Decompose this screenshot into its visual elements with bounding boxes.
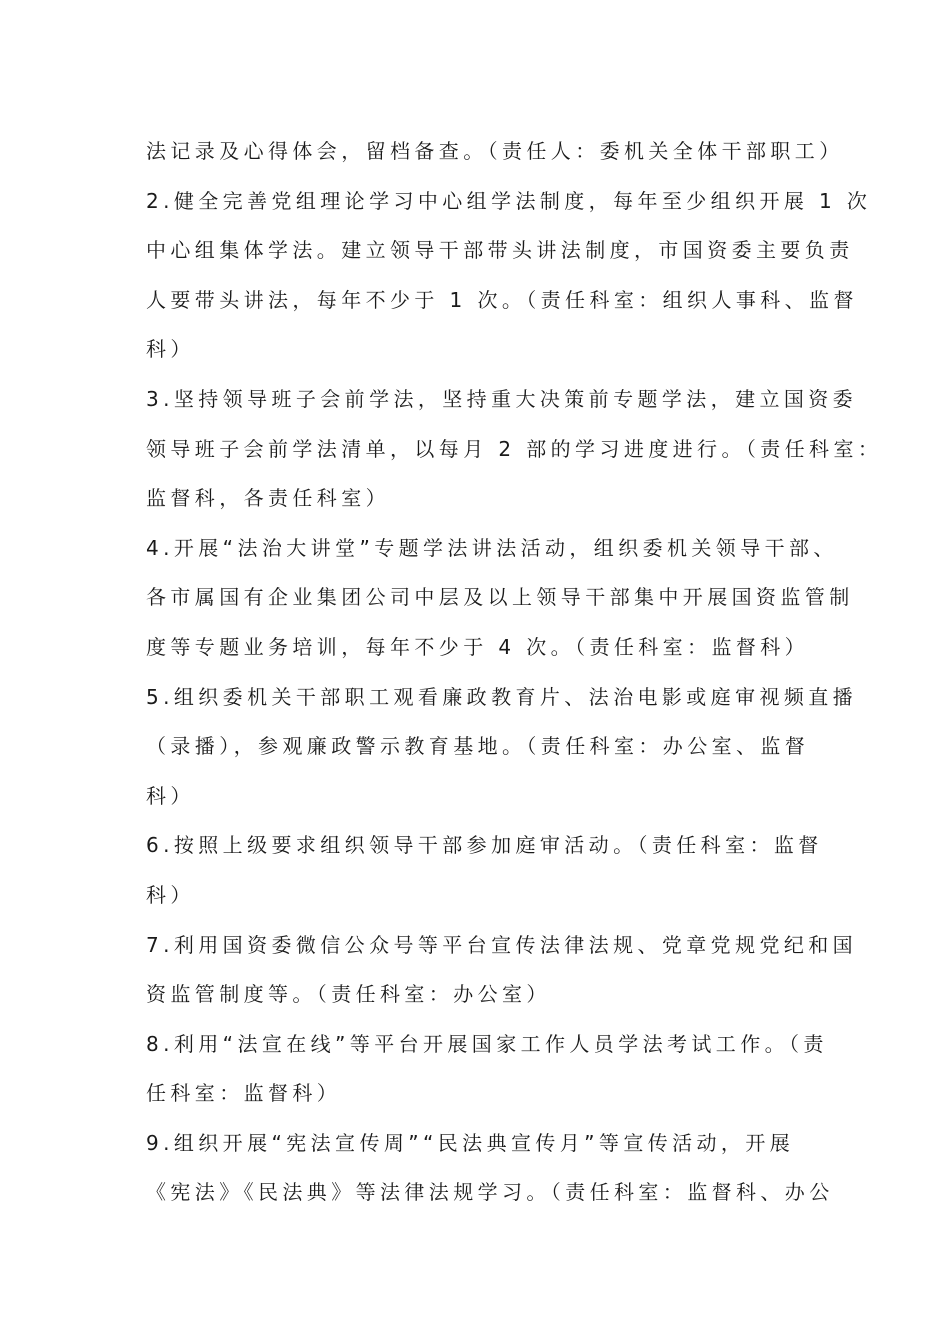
text-line: 4.开展“法治大讲堂”专题学法讲法活动，组织委机关领导干部、 — [146, 535, 838, 560]
text-line: 2.健全完善党组理论学习中心组学法制度，每年至少组织开展 1 次 — [146, 188, 872, 213]
text-line: 《宪法》《民法典》等法律法规学习。（责任科室：监督科、办公 — [146, 1180, 834, 1205]
document-body — [146, 134, 883, 1225]
text-line: 中心组集体学法。建立领导干部带头讲法制度，市国资委主要负责 — [146, 238, 854, 263]
text-line: 8.利用“法宣在线”等平台开展国家工作人员学法考试工作。（责 — [146, 1031, 828, 1056]
text-line: 资监管制度等。（责任科室：办公室） — [146, 982, 551, 1007]
text-line: 科） — [146, 783, 195, 808]
text-line: 科） — [146, 882, 195, 907]
text-line: 3.坚持领导班子会前学法，坚持重大决策前专题学法，建立国资委 — [146, 386, 858, 411]
text-line: 领导班子会前学法清单，以每月 2 部的学习进度进行。（责任科室： — [146, 436, 883, 461]
text-line: 6.按照上级要求组织领导干部参加庭审活动。（责任科室：监督 — [146, 833, 823, 858]
text-line: 7.利用国资委微信公众号等平台宣传法律法规、党章党规党纪和国 — [146, 932, 858, 957]
text-line: 法记录及心得体会，留档备查。（责任人：委机关全体干部职工） — [146, 139, 844, 163]
text-line: 人要带头讲法，每年不少于 1 次。（责任科室：组织人事科、监督 — [146, 287, 858, 312]
text-line: 5.组织委机关干部职工观看廉政教育片、法治电影或庭审视频直播 — [146, 684, 858, 709]
text-line: 各市属国有企业集团公司中层及以上领导干部集中开展国资监管制 — [146, 585, 854, 610]
text-line: 9.组织开展“宪法宣传周”“民法典宣传月”等宣传活动，开展 — [146, 1130, 795, 1155]
text-line: 度等专题业务培训，每年不少于 4 次。（责任科室：监督科） — [146, 634, 810, 659]
text-line: 任科室：监督科） — [146, 1081, 342, 1106]
text-line: 科） — [146, 337, 195, 362]
text-line: 监督科，各责任科室） — [146, 486, 390, 511]
text-line: （录播），参观廉政警示教育基地。（责任科室：办公室、监督 — [146, 734, 810, 759]
